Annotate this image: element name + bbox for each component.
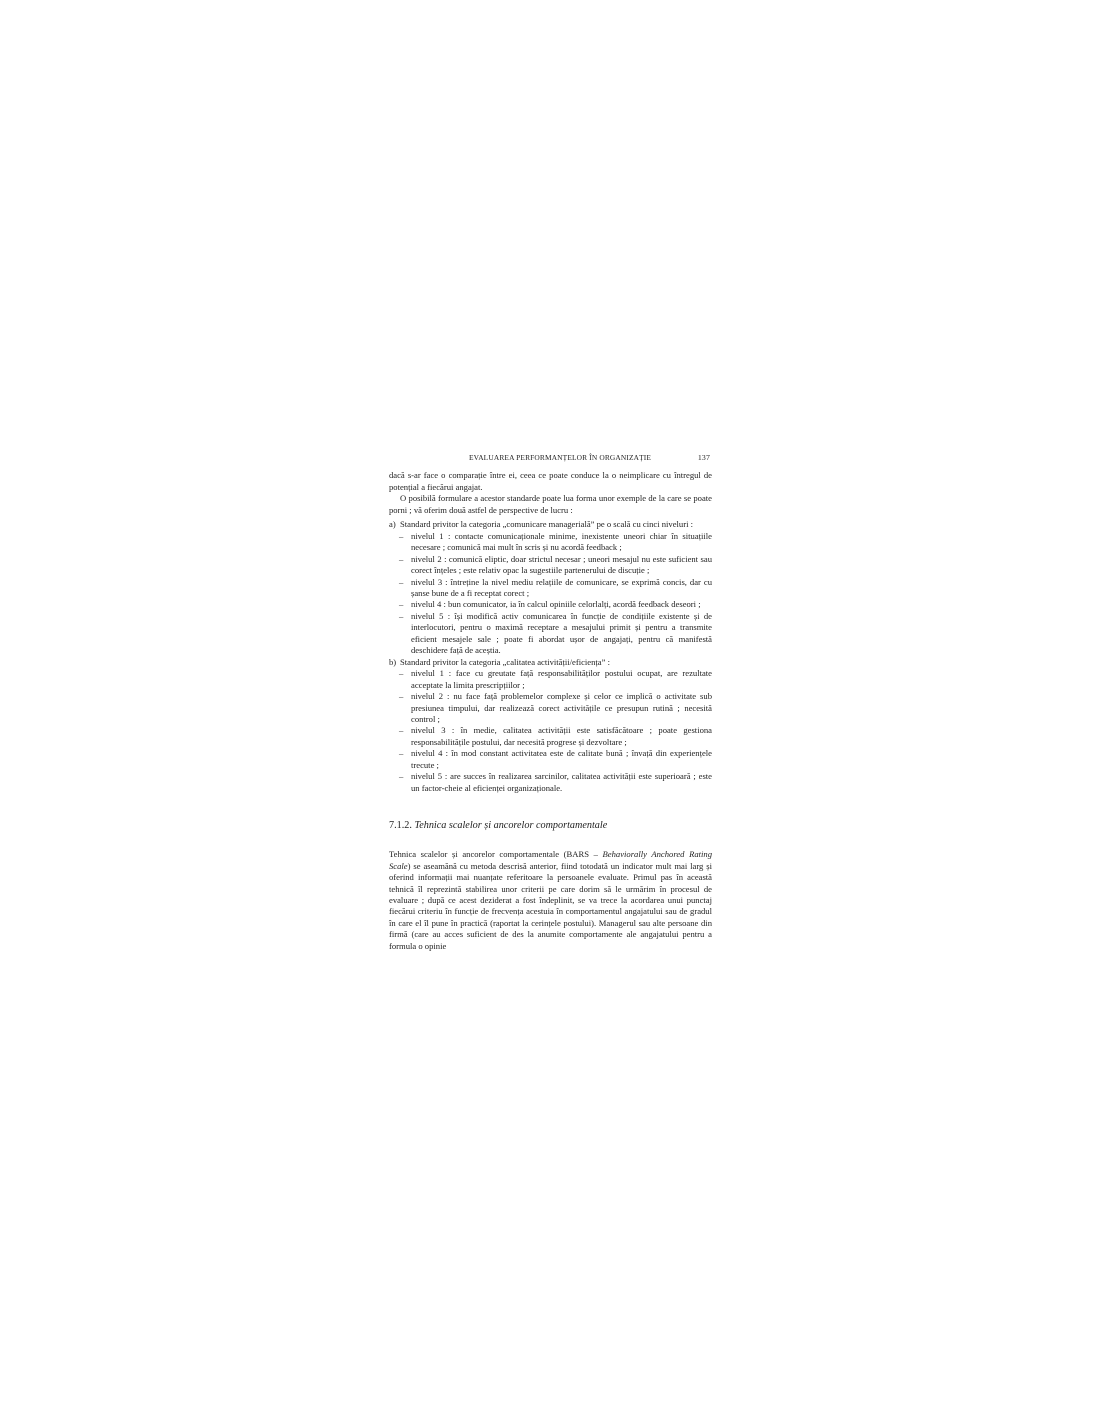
list-item: – nivelul 4 : bun comunicator, ia în calcul opiniile celorlalți, acordă feedback deseori ;	[399, 599, 701, 610]
standard-b	[389, 657, 712, 668]
standard-a-label: a)	[389, 519, 396, 530]
standard-a-text: Standard privitor la categoria „comunicare managerială” pe o scală cu cinci niveluri :	[400, 519, 694, 530]
standard-b-label: b)	[389, 656, 397, 667]
list-item: – nivelul 2 : nu face față problemelor complexe și celor ce implică o activitate sub presiunea timpului, dar realizează corect activitățile ce presupun rutină ; necesită control ;	[399, 691, 712, 724]
list-item: – nivelul 3 : în medie, calitatea activității este satisfăcătoare ; poate gestiona responsabilitățile postului, dar necesită progrese și dezvoltare ;	[399, 725, 712, 747]
page-number: 137	[697, 453, 710, 462]
list-item: – nivelul 1 : face cu greutate față responsabilităților postului ocupat, are rezultate acceptate la limita prescripțiilor ;	[399, 668, 712, 690]
running-head	[389, 452, 712, 463]
list-item: – nivelul 4 : în mod constant activitatea este de calitate bună ; învață din experiențele trecute ;	[399, 748, 712, 770]
body-paragraph: Tehnica scalelor și ancorelor comportamentale (BARS – Behaviorally Anchored Rating Scale) se aseamănă cu metoda descrisă anterior, fiind totodată un indicator mult mai larg și oferind informații mai nuanțate referitoare la persoanele evaluate. Primul pas în această tehnică îl reprezintă stabilirea unor criterii pe care dorim să le urmărim în procesul de evaluare ; după ce acest deziderat a fost îndeplinit, se va trece la acordarea unui punctaj fiecărui criteriu în funcție de frecvența acestuia în comportamentul angajatului sau de gradul în care el îl pune în practică (raportat la cerințele postului). Managerul sau alte persoane din firmă (care au acces suficient de des la anumite comportamente ale angajatului pentru a formula o opinie	[389, 849, 712, 951]
list-item: – nivelul 1 : contacte comunicaționale minime, inexistente uneori chiar în situațiile necesare ; comunică mai mult în scris și nu acordă feedback ;	[399, 530, 712, 553]
standard-a	[389, 519, 712, 530]
list-item: – nivelul 5 : își modifică activ comunicarea în funcție de condițiile existente și de interlocutori, pentru o maximă receptare a mesajului primit și pentru a transmite eficient mesajele sale ; poate fi abordat ușor de angajați, pentru că manifestă deschidere față de aceștia.	[399, 610, 712, 656]
section-heading	[389, 819, 712, 832]
list-item: – nivelul 2 : comunică eliptic, doar strictul necesar ; uneori mesajul nu este suficient sau corect înțeles ; este relativ opac la sugestiile partenerului de discuție ;	[399, 553, 712, 576]
intro-paragraph-2: O posibilă formulare a acestor standarde poate lua forma unor exemple de la care se poate porni ; vă oferim două astfel de perspective de lucru :	[389, 493, 712, 515]
standard-b-text: Standard privitor la categoria „calitatea activității/eficiența” :	[400, 656, 610, 667]
standard-a-levels	[389, 531, 712, 657]
list-item: – nivelul 3 : întreține la nivel mediu relațiile de comunicare, se exprimă concis, dar cu șanse bune de a fi receptat corect ;	[399, 576, 712, 598]
page-content	[389, 452, 712, 952]
section-number: 7.1.2.	[389, 820, 412, 832]
section-title: Tehnica scalelor și ancorelor comportamentale	[414, 820, 608, 832]
standard-b-levels	[389, 668, 712, 794]
running-head-title: EVALUAREA PERFORMANȚELOR ÎN ORGANIZAȚIE	[469, 453, 652, 462]
list-item: – nivelul 5 : are succes în realizarea sarcinilor, calitatea activității este superioară ; este un factor-cheie al eficienței organizaționale.	[399, 771, 712, 793]
intro-paragraph-1: dacă s-ar face o comparație între ei, ceea ce poate conduce la o neimplicare cu întregul de potențial a fiecărui angajat.	[389, 470, 712, 492]
